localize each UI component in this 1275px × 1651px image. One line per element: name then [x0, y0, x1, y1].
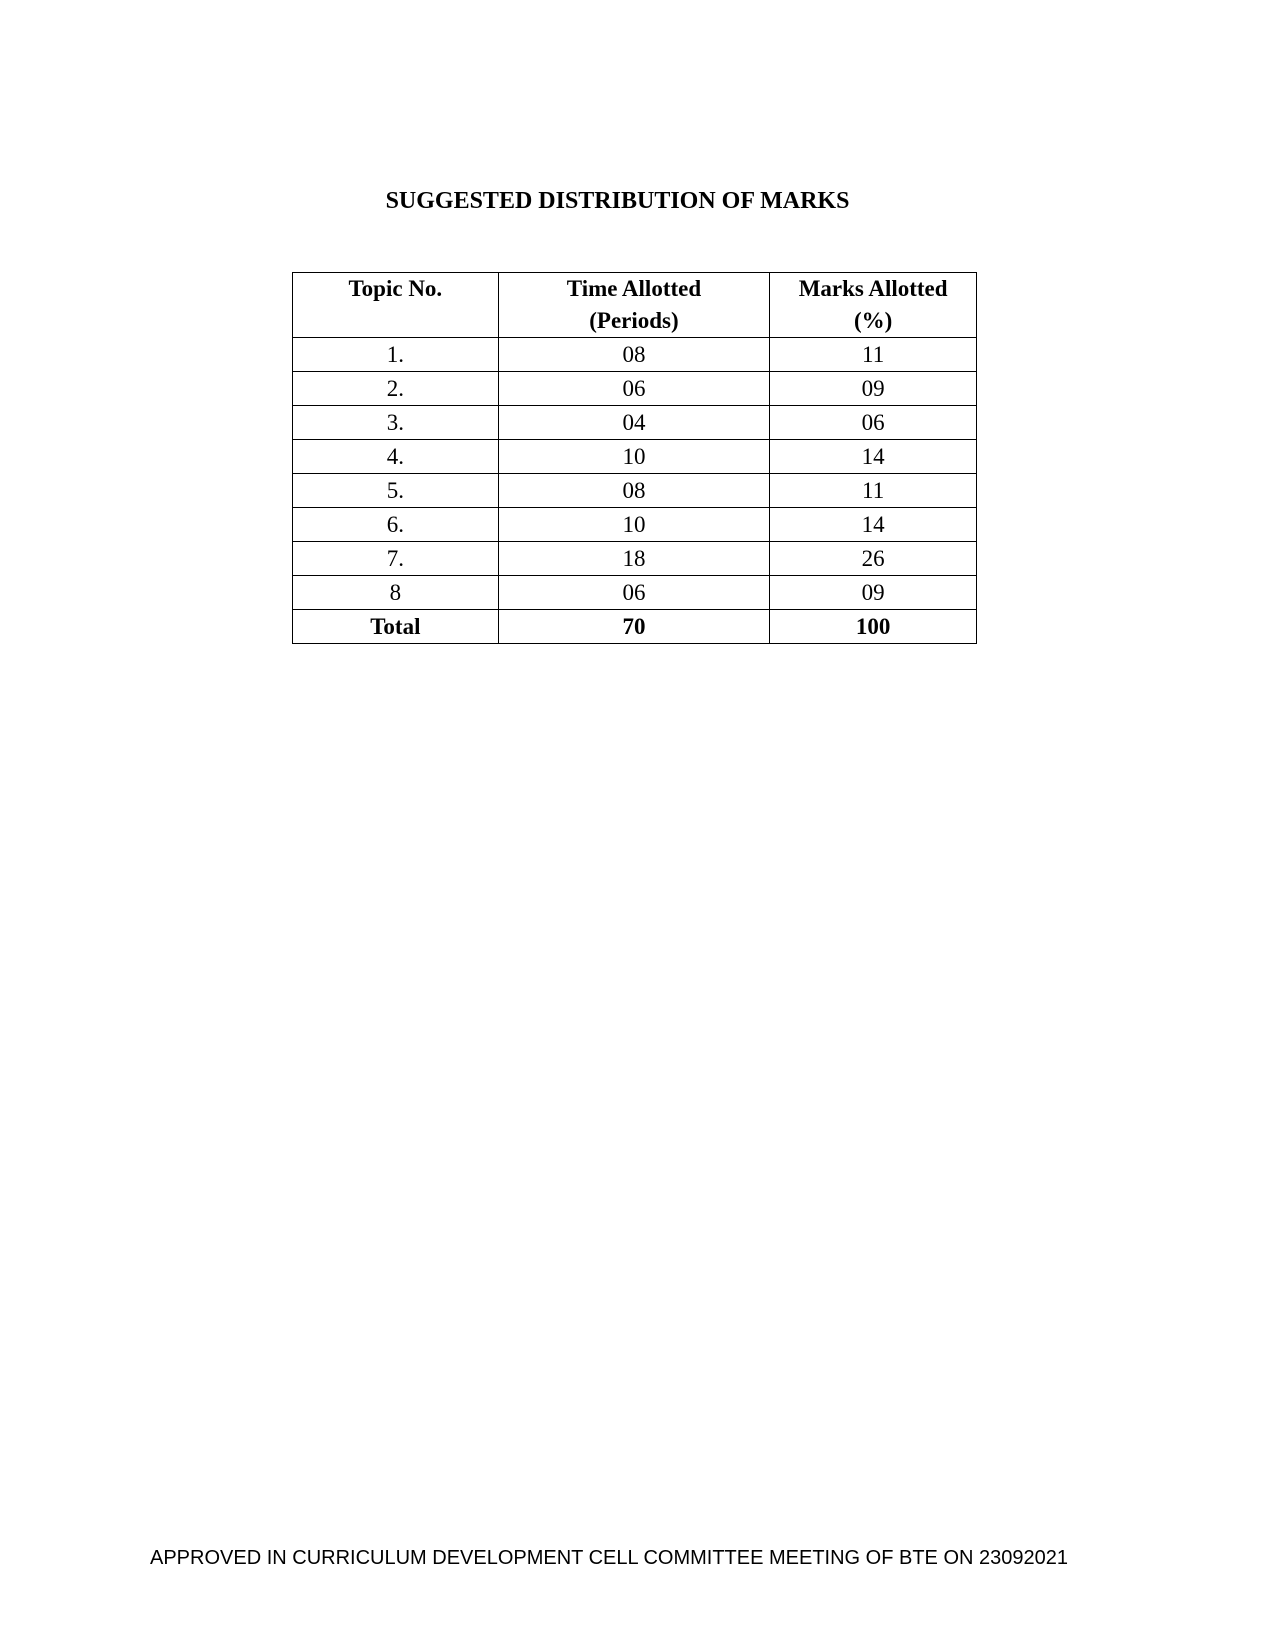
- cell-marks: 09: [770, 372, 977, 406]
- cell-marks: 09: [770, 576, 977, 610]
- page-title: SUGGESTED DISTRIBUTION OF MARKS: [385, 188, 850, 214]
- table-row: [293, 406, 977, 440]
- cell-time: 04: [498, 406, 770, 440]
- header-time-allotted: [498, 273, 770, 338]
- total-marks: 100: [770, 610, 977, 644]
- cell-topic: 6.: [293, 508, 499, 542]
- cell-topic: 4.: [293, 440, 499, 474]
- table-row: [293, 508, 977, 542]
- cell-time: 06: [498, 576, 770, 610]
- cell-time: 08: [498, 338, 770, 372]
- cell-time: 08: [498, 474, 770, 508]
- cell-topic: 2.: [293, 372, 499, 406]
- cell-time: 10: [498, 508, 770, 542]
- total-time: 70: [498, 610, 770, 644]
- table-row: [293, 440, 977, 474]
- header-marks-unit: (%): [853, 308, 893, 333]
- cell-topic: 3.: [293, 406, 499, 440]
- header-topic-no: [293, 273, 499, 338]
- cell-marks: 14: [770, 440, 977, 474]
- cell-marks: 26: [770, 542, 977, 576]
- cell-topic: 1.: [293, 338, 499, 372]
- cell-topic: 7.: [293, 542, 499, 576]
- marks-distribution-table: [292, 272, 977, 644]
- table-row: [293, 576, 977, 610]
- header-marks-label: Marks Allotted: [798, 276, 948, 301]
- header-marks-allotted: [770, 273, 977, 338]
- cell-topic: 8: [293, 576, 499, 610]
- table-row: [293, 474, 977, 508]
- header-time-unit: (Periods): [589, 308, 679, 333]
- cell-marks: 11: [770, 338, 977, 372]
- table-row: [293, 338, 977, 372]
- cell-marks: 14: [770, 508, 977, 542]
- cell-time: 18: [498, 542, 770, 576]
- table-row: [293, 372, 977, 406]
- total-label: Total: [293, 610, 499, 644]
- header-time-label: Time Allotted: [566, 276, 702, 301]
- cell-marks: 11: [770, 474, 977, 508]
- cell-time: 10: [498, 440, 770, 474]
- table-total-row: [293, 610, 977, 644]
- table-row: [293, 542, 977, 576]
- approval-footer: APPROVED IN CURRICULUM DEVELOPMENT CELL COMMITTEE MEETING OF BTE ON 23092021: [150, 1547, 1068, 1569]
- header-topic-label: Topic No.: [348, 276, 443, 301]
- cell-marks: 06: [770, 406, 977, 440]
- cell-time: 06: [498, 372, 770, 406]
- table-header-row: [293, 273, 977, 338]
- cell-topic: 5.: [293, 474, 499, 508]
